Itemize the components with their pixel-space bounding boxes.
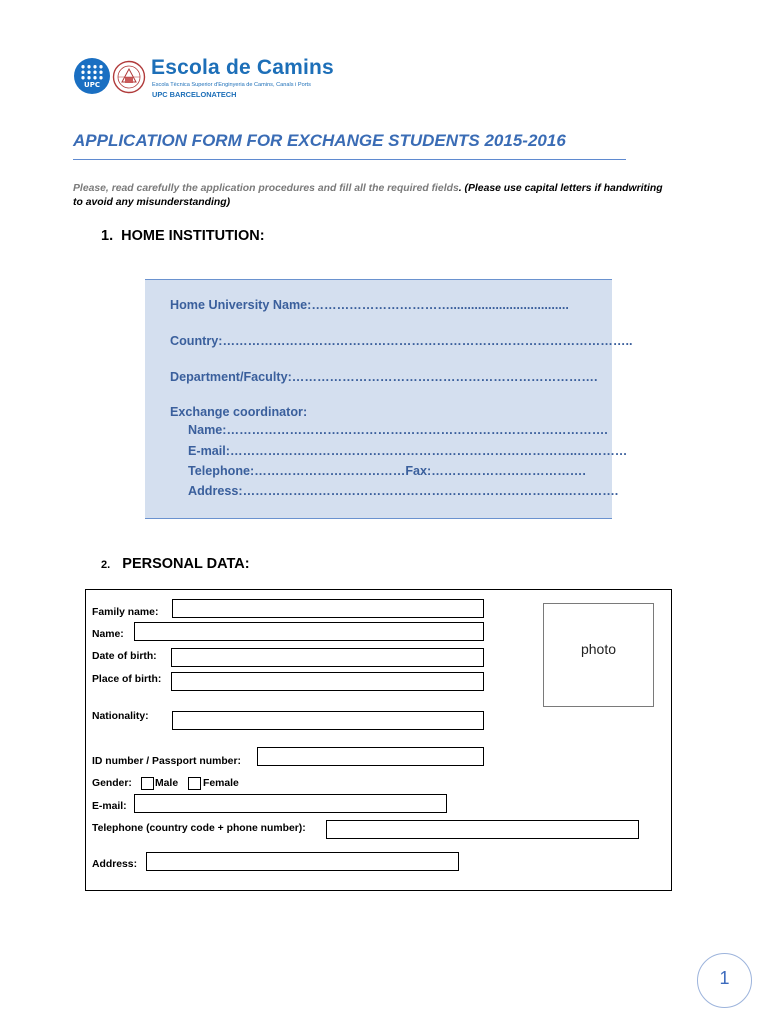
home-institution-box <box>145 279 633 519</box>
exchange-coordinator-heading: Exchange coordinator: <box>170 405 308 419</box>
gender-label: Gender: <box>92 778 132 789</box>
id-number-label: ID number / Passport number: <box>92 756 241 767</box>
home-university-line[interactable]: Home University Name:…………………………….................................. <box>170 298 569 312</box>
male-label: Male <box>155 778 179 789</box>
instructions <box>73 182 663 210</box>
page-number: 1 <box>719 968 730 988</box>
section-personal-data-heading <box>101 556 250 572</box>
email-field[interactable] <box>134 794 447 813</box>
section-title: PERSONAL DATA: <box>122 556 250 572</box>
section-number: 1. <box>101 228 114 244</box>
department-line[interactable]: Department/Faculty:………………………………………………………………. <box>170 370 598 384</box>
telephone-field[interactable] <box>326 820 639 839</box>
place-of-birth-label: Place of birth: <box>92 674 162 685</box>
male-checkbox[interactable] <box>141 777 154 790</box>
section-title: HOME INSTITUTION: <box>121 228 265 244</box>
name-field[interactable] <box>134 622 484 641</box>
family-name-label: Family name: <box>92 607 159 618</box>
place-of-birth-field[interactable] <box>171 672 484 691</box>
name-label: Name: <box>92 629 124 640</box>
instructions-main: Please, read carefully the application procedures and fill all the required fields <box>73 183 459 194</box>
instructions-separator: . <box>458 183 465 194</box>
photo-label: photo <box>580 641 617 657</box>
coordinator-address-line[interactable]: Address:…………………………………………………………………..…………. <box>188 484 619 498</box>
org-name: Escola de Camins <box>151 56 334 79</box>
upc-logo-icon <box>74 58 110 94</box>
telephone-label: Telephone (country code + phone number): <box>92 823 306 834</box>
date-of-birth-label: Date of birth: <box>92 651 157 662</box>
photo-placeholder[interactable] <box>543 603 654 707</box>
female-label: Female <box>203 778 239 789</box>
fax-line[interactable]: Fax:………………………………. <box>405 464 586 478</box>
section-number: 2. <box>101 559 111 571</box>
address-field[interactable] <box>146 852 459 871</box>
address-label: Address: <box>92 859 138 870</box>
section-home-institution-heading <box>101 228 265 244</box>
nationality-field[interactable] <box>172 711 484 730</box>
logo-text: UPC <box>84 81 100 89</box>
org-brand: UPC BARCELONATECH <box>152 90 237 99</box>
page-number-badge <box>697 953 752 1008</box>
country-line[interactable]: Country:…………………………………………………………………………………….. <box>170 334 633 348</box>
female-checkbox[interactable] <box>188 777 201 790</box>
instructions-note: (Please use capital letters if handwriting to avoid any misunderstanding) <box>73 183 663 208</box>
coordinator-name-line[interactable]: Name:………………………………………………………………………………. <box>188 423 608 437</box>
date-of-birth-field[interactable] <box>171 648 484 667</box>
family-name-field[interactable] <box>172 599 484 618</box>
coordinator-email-line[interactable]: E-mail:………………………………………………………………………..………… <box>188 444 628 458</box>
telephone-line[interactable]: Telephone:……………………………… <box>188 464 406 478</box>
org-subtitle: Escola Tècnica Superior d'Enginyeria de Camins, Canals i Ports <box>152 82 311 88</box>
coordinator-telephone-line <box>188 464 586 478</box>
university-seal-icon <box>112 60 146 94</box>
id-number-field[interactable] <box>257 747 484 766</box>
nationality-label: Nationality: <box>92 711 149 722</box>
page-title: APPLICATION FORM FOR EXCHANGE STUDENTS 2015-2016 <box>73 131 566 150</box>
personal-data-box <box>85 589 672 891</box>
title-divider <box>73 159 626 160</box>
email-label: E-mail: <box>92 801 127 812</box>
